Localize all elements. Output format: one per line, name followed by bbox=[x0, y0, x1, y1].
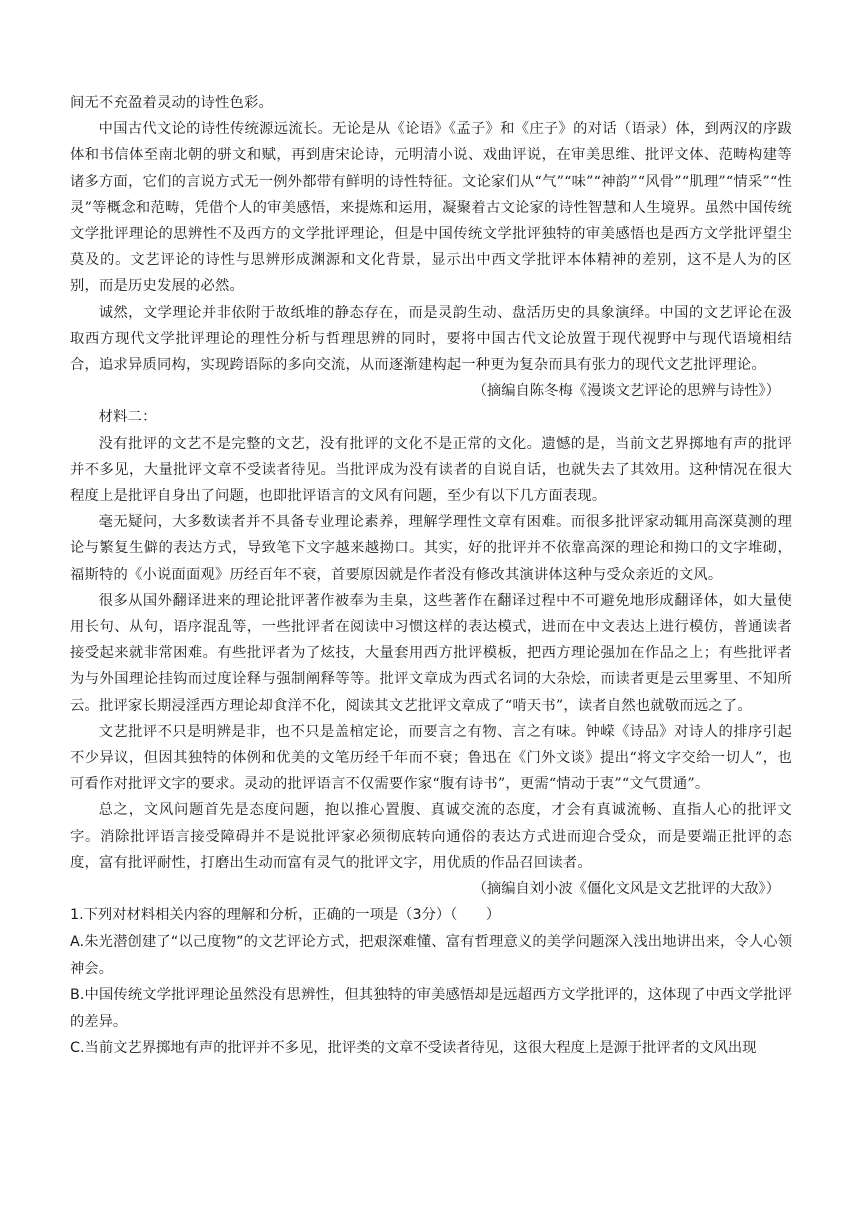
material-two-label: 材料二： bbox=[98, 409, 157, 426]
material-two-paragraph-5: 总之，文风问题首先是态度问题，抱以推心置腹、真诚交流的态度，才会有真诚流畅、直指人心的批评文字。消除批评语言接受障碍并不是说批评家必须彻底转向通俗的表达方式进而迎合受众，而是要端正批评的态度，富有批评耐性，打磨出生动而富有灵气的批评文字，用优质的作品召回读者。 bbox=[70, 802, 792, 871]
question-1-stem: 1.下列对材料相关内容的理解和分析，正确的一项是（3分）（ ） bbox=[70, 907, 501, 924]
material-two-paragraph-1: 没有批评的文艺不是完整的文艺，没有批评的文化不是正常的文化。遗憾的是，当前文艺界掷地有声的批评并不多见，大量批评文章不受读者待见。当批评成为没有读者的自说自话，也就失去了其效用。这种情况在很大程度上是批评自身出了问题，也即批评语言的文风有问题，至少有以下几方面表现。 bbox=[70, 435, 792, 505]
question-1-option-a: A.朱光潜创建了“以己度物”的文艺评论方式，把艰深难懂、富有哲理意义的美学问题深入浅出地讲出来，令人心领神会。 bbox=[70, 934, 792, 977]
material-one-paragraph-conclusion: 诚然，文学理论并非依附于故纸堆的静态存在，而是灵韵生动、盘活历史的具象演绎。中国的文艺评论在汲取西方现代文学批评理论的理性分析与哲理思辨的同时，要将中国古代文论放置于现代视野中与现代语境相结合，追求异质同构，实现跨语际的多向交流，从而逐渐建构起一种更为复杂而具有张力的现代文艺批评理论。 bbox=[70, 304, 792, 374]
material-two-paragraph-3: 很多从国外翻译进来的理论批评著作被奉为圭臬，这些著作在翻译过程中不可避免地形成翻译体，如大量使用长句、从句，语序混乱等，一些批评者在阅读中习惯这样的表达模式，进而在中文表达上进行模仿，普通读者接受起来就非常困难。有些批评者为了炫技，大量套用西方批评模板，把西方理论强加在作品之上；有些批评者为与外国理论挂钩而过度诠释与强制阐释等等。批评文章成为西式名词的大杂烩，而读者更是云里雾里、不知所云。批评家长期浸淫西方理论却食洋不化，阅读其文艺批评文章成了“啃天书”，读者自然也就敬而远之了。 bbox=[70, 592, 792, 714]
material-two-paragraph-4: 文艺批评不只是明辨是非，也不只是盖棺定论，而要言之有物、言之有味。钟嵘《诗品》对诗人的排序引起不少异议，但因其独特的体例和优美的文笔历经千年而不衰；鲁迅在《门外文谈》提出“将文字交给一切人”，也可看作对批评文字的要求。灵动的批评语言不仅需要作家“腹有诗书”，更需“情动于衷”“文气贯通”。 bbox=[70, 723, 792, 793]
exam-page bbox=[70, 90, 792, 1062]
material-one-paragraph-poetic-tradition: 中国古代文论的诗性传统源远流长。无论是从《论语》《孟子》和《庄子》的对话（语录）体，到两汉的序跋体和书信体至南北朝的骈文和赋，再到唐宋论诗，元明清小说、戏曲评说，在审美思维、批评文体、范畴构建等诸多方面，它们的言说方式无一例外都带有鲜明的诗性特征。文论家们从“气”“味”“神韵”“风骨”“肌理”“情采”“性灵”等概念和范畴，凭借个人的审美感悟，来提炼和运用，凝聚着古文论家的诗性智慧和人生境界。虽然中国传统文学批评理论的思辨性不及西方的文学批评理论，但是中国传统文学批评独特的审美感悟也是西方文学批评望尘莫及的。文艺评论的诗性与思辨形成渊源和文化背景，显示出中西文学批评本体精神的差别，这不是人为的区别，而是历史发展的必然。 bbox=[70, 121, 792, 295]
material-two-paragraph-2: 毫无疑问，大多数读者并不具备专业理论素养，理解学理性文章有困难。而很多批评家动辄用高深莫测的理论与繁复生僻的表达方式，导致笔下文字越来越拗口。其实，好的批评并不依靠高深的理论和拗口的文字堆砌，福斯特的《小说面面观》历经百年不衰，首要原因就是作者没有修改其演讲体这种与受众亲近的文风。 bbox=[70, 514, 792, 583]
material-one-paragraph-continued: 间无不充盈着灵动的诗性色彩。 bbox=[70, 95, 273, 111]
material-one-source: （摘编自陈冬梅《漫谈文艺评论的思辨与诗性》） bbox=[472, 383, 780, 400]
material-two-source: （摘编自刘小波《僵化文风是文艺批评的大敌》） bbox=[472, 881, 780, 898]
question-1-option-c: C.当前文艺界掷地有声的批评并不多见，批评类的文章不受读者待见，这很大程度上是源于批评者的文风出现 bbox=[70, 1040, 757, 1057]
question-1-option-b: B.中国传统文学批评理论虽然没有思辨性，但其独特的审美感悟却是远超西方文学批评的，这体现了中西文学批评的差异。 bbox=[70, 987, 792, 1030]
